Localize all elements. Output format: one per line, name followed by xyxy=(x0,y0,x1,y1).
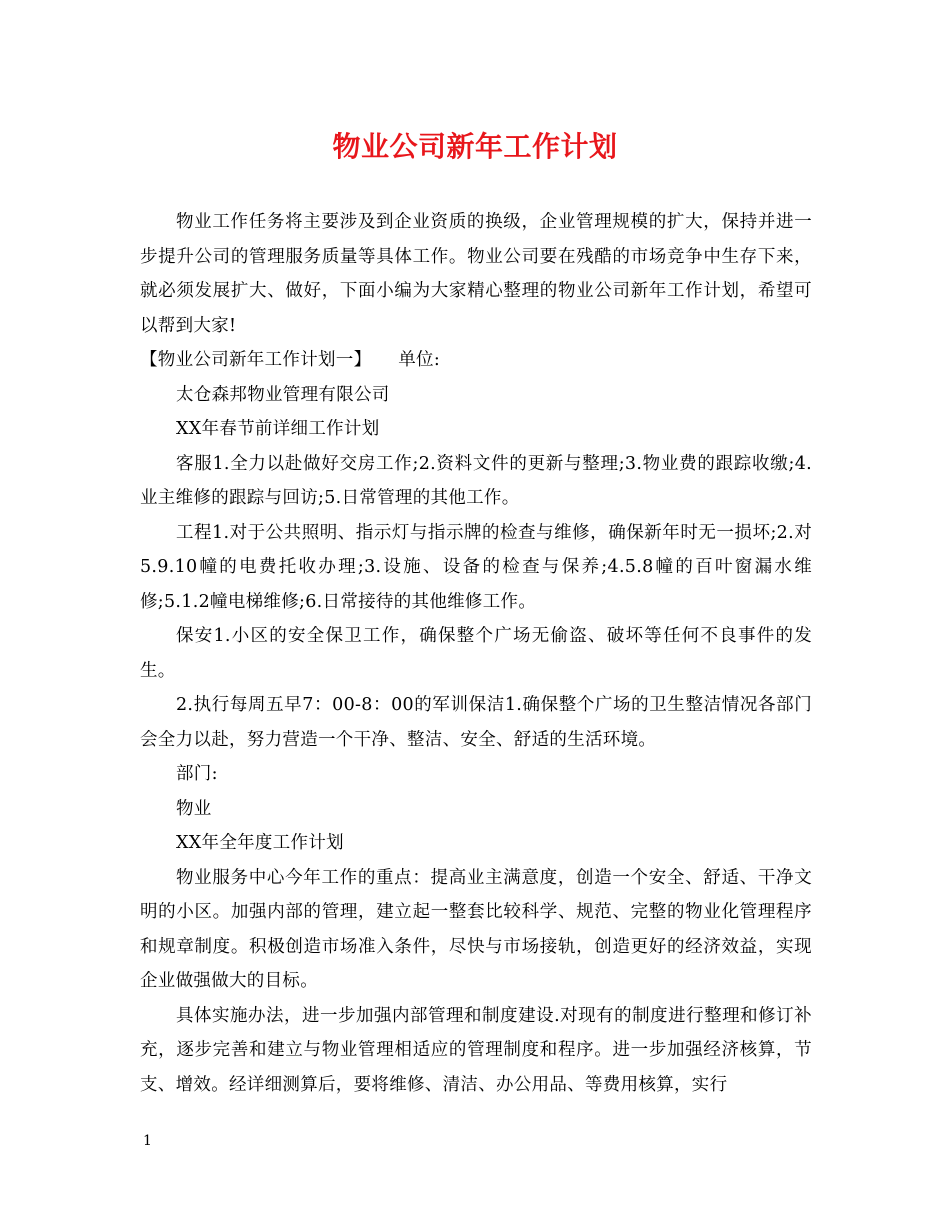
paragraph-annual-focus: 物业服务中心今年工作的重点：提高业主满意度，创造一个安全、舒适、干净文明的小区。加强内部的管理，建立起一整套比较科学、规范、完整的物业化管理程序和规章制度。积极创造市场准入条件，尽快与市场接轨，创造更好的经济效益，实现企业做强做大的目标。 xyxy=(140,867,812,991)
paragraph-intro: 物业工作任务将主要涉及到企业资质的换级，企业管理规模的扩大，保持并进一步提升公司的管理服务质量等具体工作。物业公司要在残酷的市场竞争中生存下来，就必须发展扩大、做好，下面小编为大家精心整理的物业公司新年工作计划，希望可以帮到大家! xyxy=(140,212,812,336)
paragraph-plan-title: XX年春节前详细工作计划 xyxy=(176,419,380,439)
paragraph-implementation: 具体实施办法，进一步加强内部管理和制度建设.对现有的制度进行整理和修订补充，逐步完善和建立与物业管理相适应的管理制度和程序。进一步加强经济核算，节支、增效。经详细测算后，要将维修、清洁、办公用品、等费用核算，实行 xyxy=(140,1005,812,1095)
paragraph-company: 太仓森邦物业管理有限公司 xyxy=(176,384,390,405)
paragraph-training-cleaning: 2.执行每周五早7：00-8：00的军训保洁1.确保整个广场的卫生整洁情况各部门会全力以赴，努力营造一个干净、整洁、安全、舒适的生活环境。 xyxy=(140,695,812,750)
document-body xyxy=(140,205,812,1102)
page-number: 1 xyxy=(143,1133,152,1149)
paragraph-security: 保安1.小区的安全保卫工作，确保整个广场无偷盗、破坏等任何不良事件的发生。 xyxy=(140,626,812,681)
paragraph-customer-service: 客服1.全力以赴做好交房工作;2.资料文件的更新与整理;3.物业费的跟踪收缴;4.业主维修的跟踪与回访;5.日常管理的其他工作。 xyxy=(140,453,812,508)
paragraph-department-label: 部门: xyxy=(176,764,218,784)
paragraph-annual-plan-title: XX年全年度工作计划 xyxy=(176,833,344,853)
paragraph-section-heading: 【物业公司新年工作计划一】 单位: xyxy=(140,350,441,370)
document-title: 物业公司新年工作计划 xyxy=(332,130,618,163)
paragraph-engineering: 工程1.对于公共照明、指示灯与指示牌的检查与维修，确保新年时无一损坏;2.对5.9.10幢的电费托收办理;3.设施、设备的检查与保养;4.5.8幢的百叶窗漏水维修;5.1.2幢电梯维修;6.日常接待的其他维修工作。 xyxy=(140,522,812,612)
paragraph-department-name: 物业 xyxy=(176,798,212,819)
